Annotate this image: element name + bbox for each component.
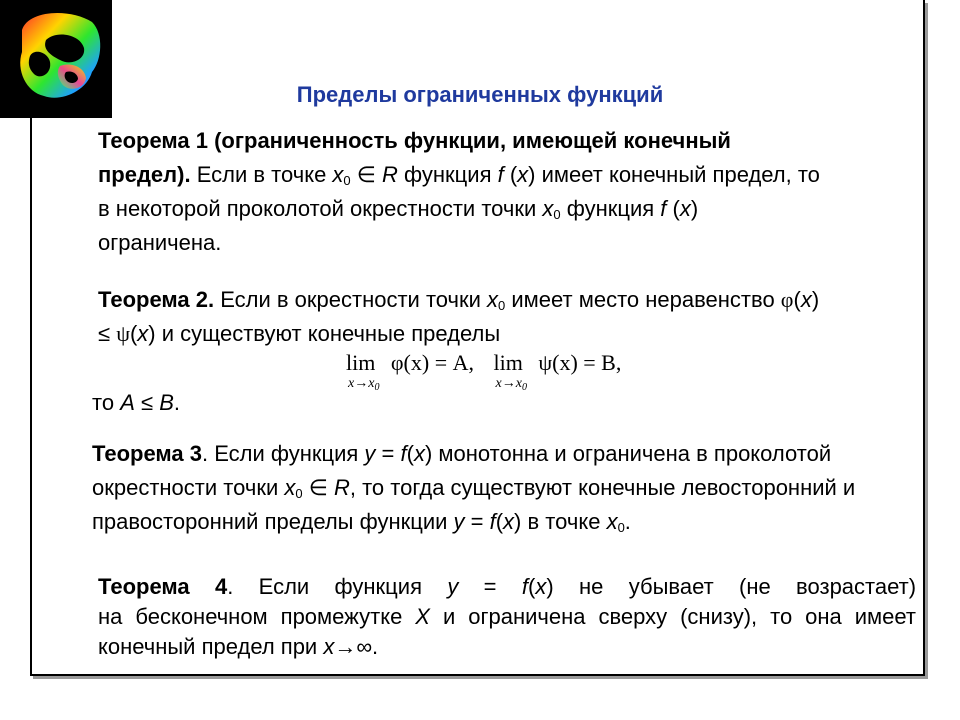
limit-left-expression: φ(x) = A, — [390, 350, 474, 375]
theorem-1-line-3: в некоторой проколотой окрестности точки $x_0$ функция f (x) — [98, 196, 699, 222]
theorem-4-line-2: на бесконечном промежутке X и ограничена сверху (снизу), то она имеет — [98, 604, 916, 629]
theorem-3 — [92, 437, 918, 539]
page-title: Пределы ограниченных функций — [296, 82, 664, 107]
theorem-4 — [98, 572, 916, 662]
limit-right: lim $x\to x_0$ — [493, 350, 527, 393]
limit-formula — [346, 350, 622, 393]
limit-left-subscript: $x\to x_0$ — [348, 376, 380, 393]
theorem-1 — [98, 124, 898, 260]
theorem-4-line-1: Теорема 4. Если функция y = f(x) не убывает (не возрастает) — [98, 574, 917, 599]
theorem-2-conclusion: то A ≤ B. — [92, 390, 180, 415]
limit-left: lim $x\to x_0$ — [346, 350, 380, 393]
theorem-4-line-3: конечный предел при x→∞. — [98, 634, 379, 659]
limit-right-subscript: $x\to x_0$ — [495, 376, 527, 393]
theorem-3-line-3: правосторонний пределы функции y = f(x) в точке $x_0$. — [92, 509, 631, 535]
theorem-1-line-2: предел). Если в точке $x_0$ ∈ R функция f (x) имеет конечный предел, то — [98, 162, 820, 188]
theorem-3-line-1: Теорема 3. Если функция y = f(x) монотонна и ограничена в проколотой — [92, 441, 832, 466]
limit-right-expression: ψ(x) = B, — [538, 350, 622, 375]
theorem-2-line-2: ≤ ψ(x) и существуют конечные пределы — [98, 321, 501, 346]
theorem-2-line-1: Теорема 2. Если в окрестности точки $x_0$ имеет место неравенство φ(x) — [98, 287, 820, 313]
theorem-1-heading: Теорема 1 (ограниченность функции, имеющей конечный — [98, 128, 731, 153]
theorem-3-line-2: окрестности точки $x_0$ ∈ R, то тогда существуют конечные левосторонний и — [92, 475, 856, 501]
theorem-2 — [98, 283, 898, 351]
theorem-1-line-4: ограничена. — [98, 230, 222, 255]
